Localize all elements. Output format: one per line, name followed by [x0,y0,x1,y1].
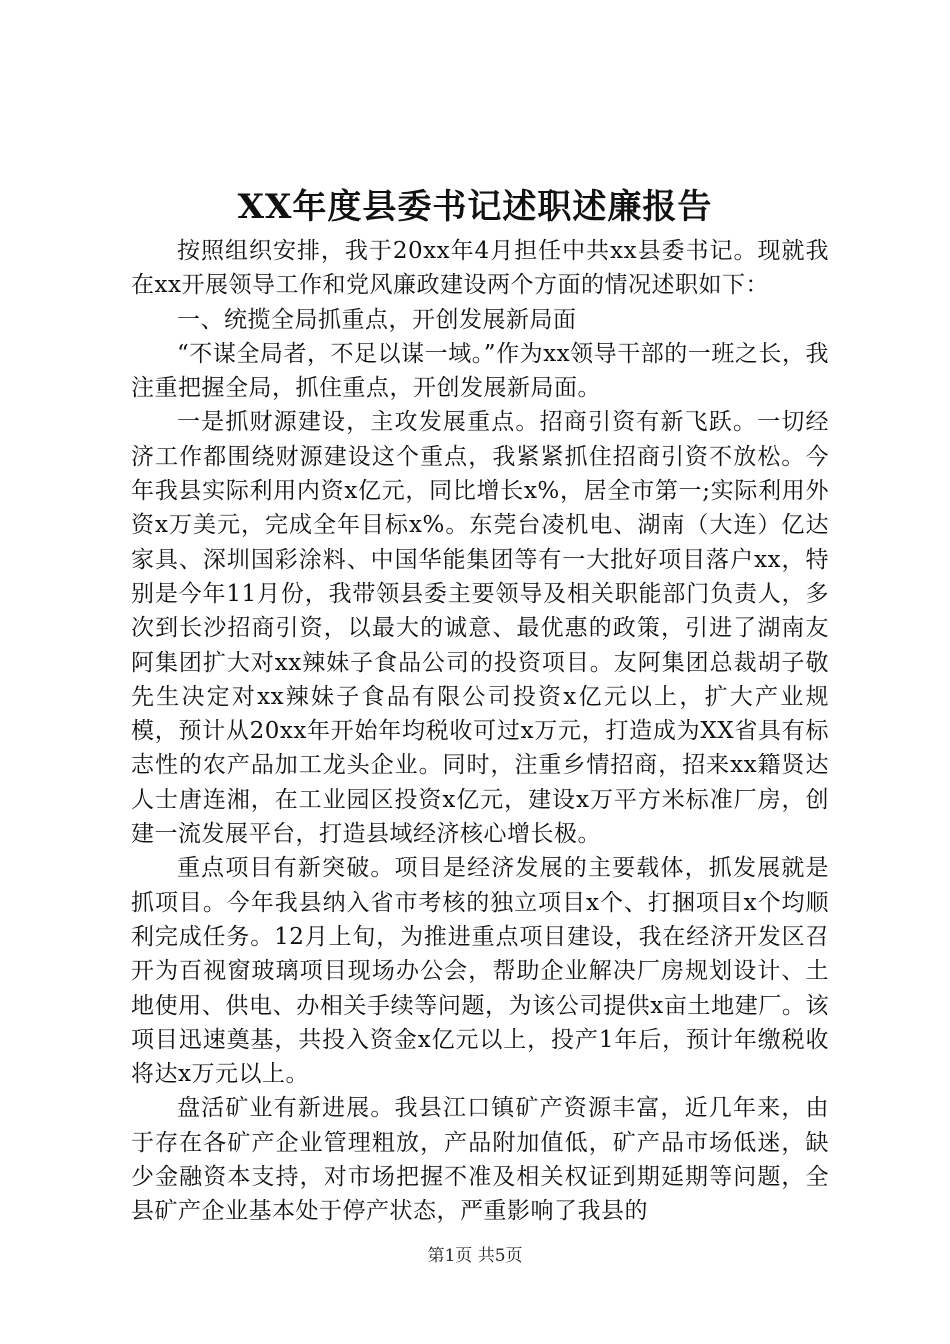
page-number-footer: 第1页 共5页 [427,1246,523,1266]
paragraph-quote: “不谋全局者，不足以谋一域。”作为xx领导干部的一班之长，我注重把握全局，抓住重点，开创发展新局面。 [131,340,829,402]
paragraph-revenue: 一是抓财源建设，主攻发展重点。招商引资有新飞跃。一切经济工作都围绕财源建设这个重点，我紧紧抓住招商引资不放松。今年我县实际利用内资x亿元，同比增长x%，居全市第一;实际利用外资x万美元，完成全年目标x%。东莞台凌机电、湖南（大连）亿达家具、深圳国彩涂料、中国华能集团等有一大批好项目落户xx，特别是今年11月份，我带领县委主要领导及相关职能部门负责人，多次到长沙招商引资，以最大的诚意、最优惠的政策，引进了湖南友阿集团扩大对xx辣妹子食品公司的投资项目。友阿集团总裁胡子敬先生决定对xx辣妹子食品有限公司投资x亿元以上，扩大产业规模，预计从20xx年开始年均税收可过x万元，打造成为XX省具有标志性的农产品加工龙头企业。同时，注重乡情招商，招来xx籍贤达人士唐连湘，在工业园区投资x亿元，建设x万平方米标准厂房，创建一流发展平台，打造县域经济核心增长极。 [131,409,829,848]
paragraph-intro: 按照组织安排，我于20xx年4月担任中共xx县委书记。现就我在xx开展领导工作和党风廉政建设两个方面的情况述职如下： [131,238,829,299]
document-body [131,234,829,1229]
document-title: XX年度县委书记述职述廉报告 [237,187,713,227]
paragraph-mining: 盘活矿业有新进展。我县江口镇矿产资源丰富，近几年来，由于存在各矿产企业管理粗放，产品附加值低，矿产品市场低迷，缺少金融资本支持，对市场把握不准及相关权证到期延期等问题，全县矿产企业基本处于停产状态，严重影响了我县的 [131,1095,829,1225]
section-heading: 一、统揽全局抓重点，开创发展新局面 [177,306,577,333]
paragraph-key-projects: 重点项目有新突破。项目是经济发展的主要载体，抓发展就是抓项目。今年我县纳入省市考核的独立项目x个、打捆项目x个均顺利完成任务。12月上旬，为推进重点项目建设，我在经济开发区召开为百视窗玻璃项目现场办公会，帮助企业解决厂房规划设计、土地使用、供电、办相关手续等问题，为该公司提供x亩土地建厂。该项目迅速奠基，共投入资金x亿元以上，投产1年后，预计年缴税收将达x万元以上。 [131,855,829,1088]
